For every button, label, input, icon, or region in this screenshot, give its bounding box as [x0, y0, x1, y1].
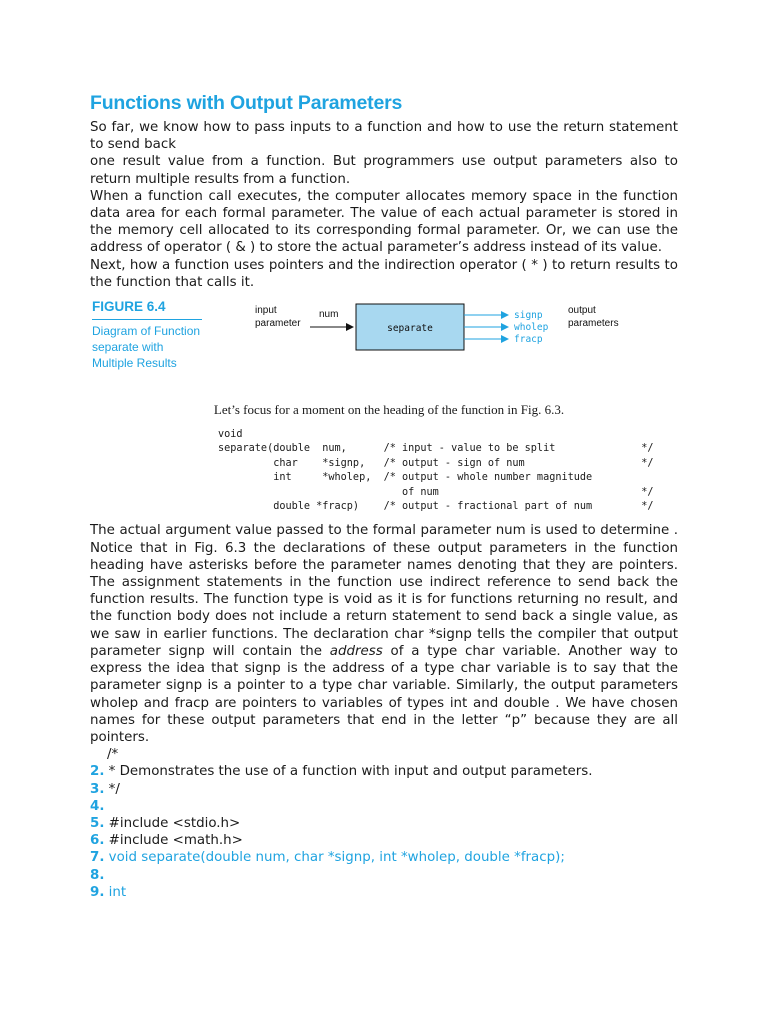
output-label-line2: parameters	[568, 318, 619, 330]
function-box-label: separate	[387, 323, 433, 335]
line-text: #include <math.h>	[104, 833, 243, 849]
page-title: Functions with Output Parameters	[90, 92, 403, 114]
output-label-line1: output	[568, 305, 596, 317]
code-line: separate(double num, /* input - value to be split */	[218, 443, 654, 455]
line-text: /*	[90, 747, 119, 763]
document-page	[90, 92, 678, 901]
code-line: void	[218, 429, 243, 441]
code-line: of num */	[218, 486, 654, 498]
listing-line	[90, 884, 678, 901]
listing-line	[90, 849, 678, 866]
figure	[90, 299, 678, 394]
paragraph-5-part1: The actual argument value passed to the formal parameter num is used to determine . Notice that in Fig. 6.3 the declarations of these output parameters in the function heading have asterisks before the parameter names denoting that they are pointers. The assignment statements in the function use indirect reference to send back the function results. The function type is void as it is for functions returning no result, and the function body does not include a return statement to send back a single value, as we saw in earlier functions. The declaration char *signp tells the compiler that output parameter signp will contain the	[90, 523, 678, 659]
function-diagram	[250, 299, 680, 369]
paragraph-5	[90, 522, 678, 746]
paragraph-3: When a function call executes, the computer allocates memory space in the function data area for each formal parameter. The value of each actual parameter is stored in the memory cell allocated to its corresponding formal parameter. Or, we can use the address of operator ( & ) to store the actual parameter’s address instead of its value.	[90, 188, 678, 256]
paragraph-4: Next, how a function uses pointers and the indirection operator ( * ) to return results to the function that calls it.	[90, 257, 678, 290]
focus-sentence: Let’s focus for a moment on the heading of the function in Fig. 6.3.	[213, 402, 565, 418]
listing-line	[90, 763, 678, 780]
listing-line	[90, 832, 678, 849]
code-block	[218, 428, 678, 514]
listing-line	[90, 815, 678, 832]
listing-line	[90, 781, 678, 798]
line-text: int	[104, 884, 127, 900]
line-number: 5.	[90, 815, 105, 831]
code-line: char *signp, /* output - sign of num */	[218, 457, 654, 469]
figure-caption: Diagram of Function separate with Multiple Results	[92, 324, 201, 370]
line-number: 8.	[90, 867, 105, 883]
line-text: void separate(double num, char *signp, int *wholep, double *fracp);	[104, 850, 565, 866]
figure-number: FIGURE 6.4	[92, 299, 202, 320]
code-line: int *wholep, /* output - whole number magnitude	[218, 472, 593, 484]
line-number: 2.	[90, 764, 105, 780]
paragraph-2: one result value from a function. But programmers use output parameters also to return multiple results from a function.	[90, 154, 678, 187]
line-text: */	[104, 781, 120, 797]
listing-line	[90, 867, 678, 884]
paragraph-1: So far, we know how to pass inputs to a function and how to use the return statement to send back	[90, 120, 678, 153]
line-text: * Demonstrates the use of a function with input and output parameters.	[104, 764, 593, 780]
paragraph-5-part2: of a type char variable. Another way to express the idea that signp is the address of a type char variable is to say that the parameter signp is a pointer to a type char variable. Similarly, the output parameters wholep and fracp are pointers to variables of types int and double . We have chosen names for these output parameters that end in the letter “p” because they are all pointers.	[90, 643, 679, 745]
code-line: double *fracp) /* output - fractional part of num */	[218, 501, 654, 513]
output-wholep: wholep	[514, 322, 549, 334]
line-number: 7.	[90, 850, 105, 866]
figure-label	[92, 299, 204, 371]
input-label-line2: parameter	[255, 318, 301, 330]
arg-label: num	[319, 309, 339, 321]
output-signp: signp	[514, 310, 543, 322]
input-label-line1: input	[255, 305, 277, 317]
line-number: 4.	[90, 798, 105, 814]
output-fracp: fracp	[514, 334, 543, 346]
line-text: #include <stdio.h>	[104, 815, 241, 831]
paragraph-5-emphasis: address	[329, 643, 383, 659]
code-listing	[90, 746, 678, 901]
line-number: 6.	[90, 833, 105, 849]
line-number: 3.	[90, 781, 105, 797]
listing-line	[90, 798, 678, 815]
listing-line	[90, 746, 678, 763]
line-number: 9.	[90, 884, 105, 900]
